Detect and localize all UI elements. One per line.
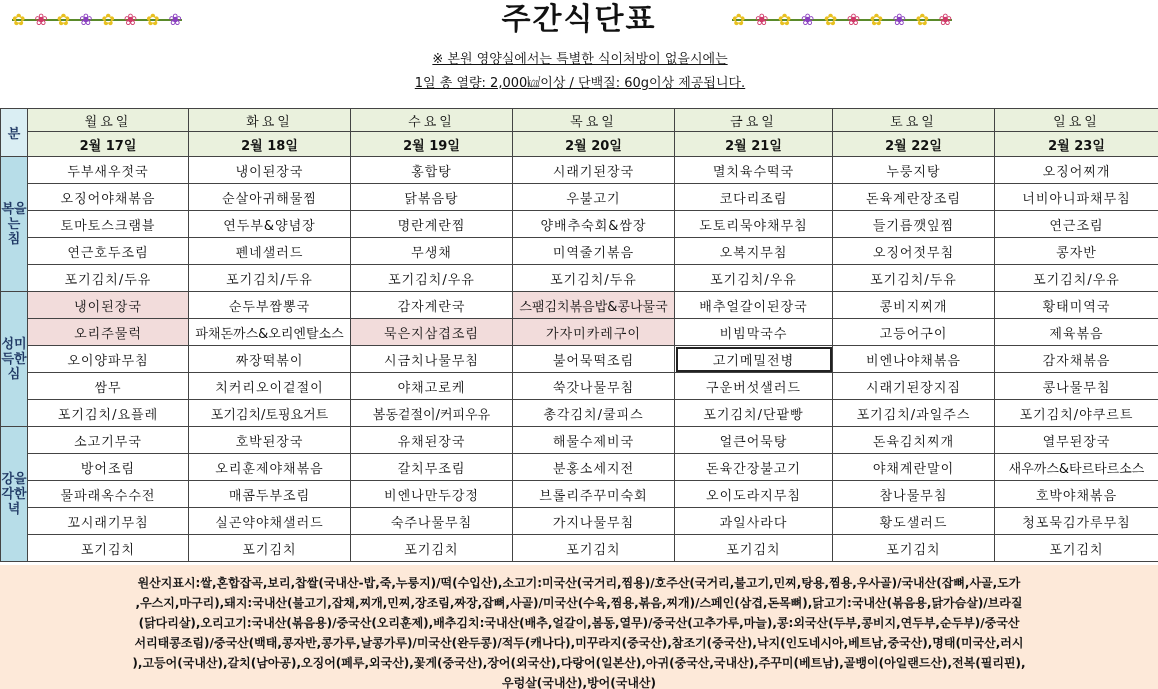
menu-cell: 시래기된장국 [513, 157, 675, 184]
origin-line: (닭다리살),오리고기:국내산(볶음용)/중국산(오리훈제),배추김치:국내산(배추,얼갈이,봄동,열무)/중국산(고추가루,마늘),콩:외국산(두부,콩비지,연두부,순두부)/중국산 [138, 616, 1020, 630]
date-header: 2월 18일 [189, 132, 351, 157]
menu-cell: 펜네샐러드 [189, 238, 351, 265]
menu-cell: 포기김치/두유 [833, 265, 995, 292]
menu-cell: 콩나물무침 [995, 373, 1158, 400]
day-header: 일요일 [995, 109, 1158, 132]
menu-cell: 홍합탕 [351, 157, 513, 184]
menu-cell: 시래기된장지짐 [833, 373, 995, 400]
menu-cell: 오징어찌개 [995, 157, 1158, 184]
menu-cell: 비빔막국수 [675, 319, 833, 346]
menu-cell: 미역줄기볶음 [513, 238, 675, 265]
menu-cell: 실곤약야채샐러드 [189, 508, 351, 535]
menu-cell: 포기김치 [351, 535, 513, 562]
menu-cell: 포기김치 [513, 535, 675, 562]
menu-cell: 쌈무 [28, 373, 189, 400]
menu-cell: 고기메밀전병 [675, 346, 833, 373]
menu-cell: 토마토스크램블 [28, 211, 189, 238]
menu-cell: 포기김치/두유 [513, 265, 675, 292]
menu-cell: 포기김치 [833, 535, 995, 562]
day-header: 수요일 [351, 109, 513, 132]
menu-cell: 시금치나물무침 [351, 346, 513, 373]
menu-cell: 황태미역국 [995, 292, 1158, 319]
menu-cell: 방어조림 [28, 454, 189, 481]
menu-cell: 감자계란국 [351, 292, 513, 319]
menu-cell: 포기김치/단팥빵 [675, 400, 833, 427]
menu-cell: 꼬시래기무침 [28, 508, 189, 535]
menu-cell: 갈치무조림 [351, 454, 513, 481]
menu-cell: 스팸김치볶음밥&콩나물국 [513, 292, 675, 319]
menu-cell: 콩자반 [995, 238, 1158, 265]
menu-cell: 오이양파무침 [28, 346, 189, 373]
menu-cell: 황도샐러드 [833, 508, 995, 535]
menu-cell: 숙주나물무침 [351, 508, 513, 535]
menu-cell: 오리주물럭 [28, 319, 189, 346]
origin-line: 원산지표시:쌀,혼합잡곡,보리,찹쌀(국내산-밥,죽,누룽지)/떡(수입산),소고기:미국산(국거리,찜용)/호주산(국거리,불고기,민찌,탕용,찜용,우사골)/국내산(잡뼈,사골,도가 [137, 576, 1021, 590]
menu-cell: 두부새우젓국 [28, 157, 189, 184]
menu-cell: 포기김치 [189, 535, 351, 562]
menu-cell: 포기김치/토핑요거트 [189, 400, 351, 427]
menu-cell: 묵은지삼겹조림 [351, 319, 513, 346]
menu-cell: 분홍소세지전 [513, 454, 675, 481]
header [0, 0, 1158, 108]
menu-cell: 구운버섯샐러드 [675, 373, 833, 400]
menu-cell: 야채계란말이 [833, 454, 995, 481]
menu-cell: 치커리오이겉절이 [189, 373, 351, 400]
menu-cell: 오이도라지무침 [675, 481, 833, 508]
day-header: 토요일 [833, 109, 995, 132]
meal-label: 복을 는 침 [1, 157, 28, 292]
menu-cell: 쑥갓나물무침 [513, 373, 675, 400]
menu-cell: 돈육김치찌개 [833, 427, 995, 454]
origin-line: 우렁살(국내산),방어(국내산) [501, 676, 656, 689]
day-header: 목요일 [513, 109, 675, 132]
menu-cell: 물파래옥수수전 [28, 481, 189, 508]
menu-cell: 연근조림 [995, 211, 1158, 238]
menu-cell: 포기김치/야쿠르트 [995, 400, 1158, 427]
menu-cell: 고등어구이 [833, 319, 995, 346]
date-header: 2월 20일 [513, 132, 675, 157]
day-header: 월요일 [28, 109, 189, 132]
menu-cell: 포기김치/과일주스 [833, 400, 995, 427]
menu-cell: 가지나물무침 [513, 508, 675, 535]
menu-cell: 무생채 [351, 238, 513, 265]
menu-cell: 청포묵김가루무침 [995, 508, 1158, 535]
menu-cell: 과일사라다 [675, 508, 833, 535]
menu-cell: 새우까스&타르타르소스 [995, 454, 1158, 481]
flower-garland-right: ✿ ❀ ✿ ❀ ✿ ❀ ✿ ❀ ✿ ❀ [732, 10, 952, 29]
menu-cell: 냉이된장국 [189, 157, 351, 184]
menu-cell: 연근호두조림 [28, 238, 189, 265]
menu-cell: 냉이된장국 [28, 292, 189, 319]
menu-cell: 봄동겉절이/커피우유 [351, 400, 513, 427]
menu-cell: 명란계란찜 [351, 211, 513, 238]
menu-cell: 포기김치/요플레 [28, 400, 189, 427]
menu-cell: 코다리조림 [675, 184, 833, 211]
menu-cell: 포기김치/우유 [995, 265, 1158, 292]
meal-label: 강을 각한 녁 [1, 427, 28, 562]
menu-cell: 호박된장국 [189, 427, 351, 454]
menu-cell: 총각김치/쿨피스 [513, 400, 675, 427]
date-header: 2월 19일 [351, 132, 513, 157]
menu-cell: 들기름깻잎찜 [833, 211, 995, 238]
menu-cell: 순살아귀해물찜 [189, 184, 351, 211]
menu-cell: 해물수제비국 [513, 427, 675, 454]
origin-notice [0, 565, 1158, 689]
origin-line: 서리태콩조림)/중국산(백태,콩자반,콩가루,날콩가루)/미국산(완두콩)/적두(캐나다),미꾸라지(중국산),참조기(중국산),낙지(인도네시아,베트남,중국산),명태(미국산,러시 [134, 636, 1024, 650]
menu-cell: 오리훈제야채볶음 [189, 454, 351, 481]
menu-cell: 포기김치 [28, 535, 189, 562]
menu-cell: 연두부&양념장 [189, 211, 351, 238]
date-header: 2월 23일 [995, 132, 1158, 157]
menu-cell: 너비아니파채무침 [995, 184, 1158, 211]
menu-cell: 포기김치 [995, 535, 1158, 562]
origin-line: ,우스지,마구리),돼지:국내산(불고기,잡채,찌개,민찌,장조림,짜장,잡뼈,사골)/미국산(수육,찜용,볶음,찌개)/스페인(삼겹,돈목뼈),닭고기:국내산(볶음용,닭가슴살)/브라질 [135, 596, 1023, 610]
menu-cell: 가자미카레구이 [513, 319, 675, 346]
day-header: 화요일 [189, 109, 351, 132]
origin-line: ),고등어(국내산),갈치(남아공),오징어(페루,외국산),꽃게(중국산),장어(외국산),다랑어(일본산),아귀(중국산,국내산),주꾸미(베트남),골뱅이(아일랜드산),전복(필리핀), [132, 656, 1026, 670]
page-title: 주간식단표 [501, 2, 657, 37]
menu-cell: 감자채볶음 [995, 346, 1158, 373]
menu-cell: 누룽지탕 [833, 157, 995, 184]
date-header: 2월 17일 [28, 132, 189, 157]
menu-cell: 우불고기 [513, 184, 675, 211]
menu-cell: 소고기무국 [28, 427, 189, 454]
notice-line-2: 1일 총 열량: 2,000㎉이상 / 단백질: 60g이상 제공됩니다. [414, 76, 746, 91]
menu-cell: 파채돈까스&오리엔탈소스 [189, 319, 351, 346]
menu-cell: 참나물무침 [833, 481, 995, 508]
day-header: 금요일 [675, 109, 833, 132]
menu-cell: 돈육계란장조림 [833, 184, 995, 211]
menu-cell: 비엔나만두강정 [351, 481, 513, 508]
menu-cell: 짜장떡볶이 [189, 346, 351, 373]
menu-cell: 오징어야채볶음 [28, 184, 189, 211]
menu-cell: 오징어젓무침 [833, 238, 995, 265]
date-header: 2월 21일 [675, 132, 833, 157]
menu-cell: 포기김치/우유 [675, 265, 833, 292]
notice-line-1: ※ 본원 영양실에서는 특별한 식이처방이 없을시에는 [432, 52, 728, 67]
menu-cell: 오복지무침 [675, 238, 833, 265]
menu-cell: 제육볶음 [995, 319, 1158, 346]
menu-cell: 도토리묵야채무침 [675, 211, 833, 238]
menu-cell: 야채고로케 [351, 373, 513, 400]
menu-cell: 불어묵떡조림 [513, 346, 675, 373]
menu-cell: 포기김치 [675, 535, 833, 562]
menu-cell: 포기김치/두유 [189, 265, 351, 292]
menu-cell: 매콤두부조림 [189, 481, 351, 508]
menu-cell: 배추얼갈이된장국 [675, 292, 833, 319]
menu-cell: 돈육간장불고기 [675, 454, 833, 481]
date-header: 2월 22일 [833, 132, 995, 157]
flower-garland-left: ✿ ❀ ✿ ❀ ✿ ❀ ✿ ❀ [12, 10, 182, 29]
menu-cell: 멸치육수떡국 [675, 157, 833, 184]
menu-cell: 유채된장국 [351, 427, 513, 454]
menu-cell: 양배추숙회&쌈장 [513, 211, 675, 238]
corner-label: 분 [1, 109, 28, 157]
menu-cell: 콩비지찌개 [833, 292, 995, 319]
menu-cell: 순두부짬뽕국 [189, 292, 351, 319]
menu-cell: 포기김치/두유 [28, 265, 189, 292]
menu-cell: 포기김치/우유 [351, 265, 513, 292]
weekly-menu-table [0, 108, 1158, 562]
menu-cell: 호박야채볶음 [995, 481, 1158, 508]
menu-cell: 열무된장국 [995, 427, 1158, 454]
menu-cell: 비엔나야채볶음 [833, 346, 995, 373]
meal-label: 성미 득한 심 [1, 292, 28, 427]
menu-cell: 얼큰어묵탕 [675, 427, 833, 454]
menu-cell: 닭볶음탕 [351, 184, 513, 211]
menu-cell: 브롤리주꾸미숙회 [513, 481, 675, 508]
